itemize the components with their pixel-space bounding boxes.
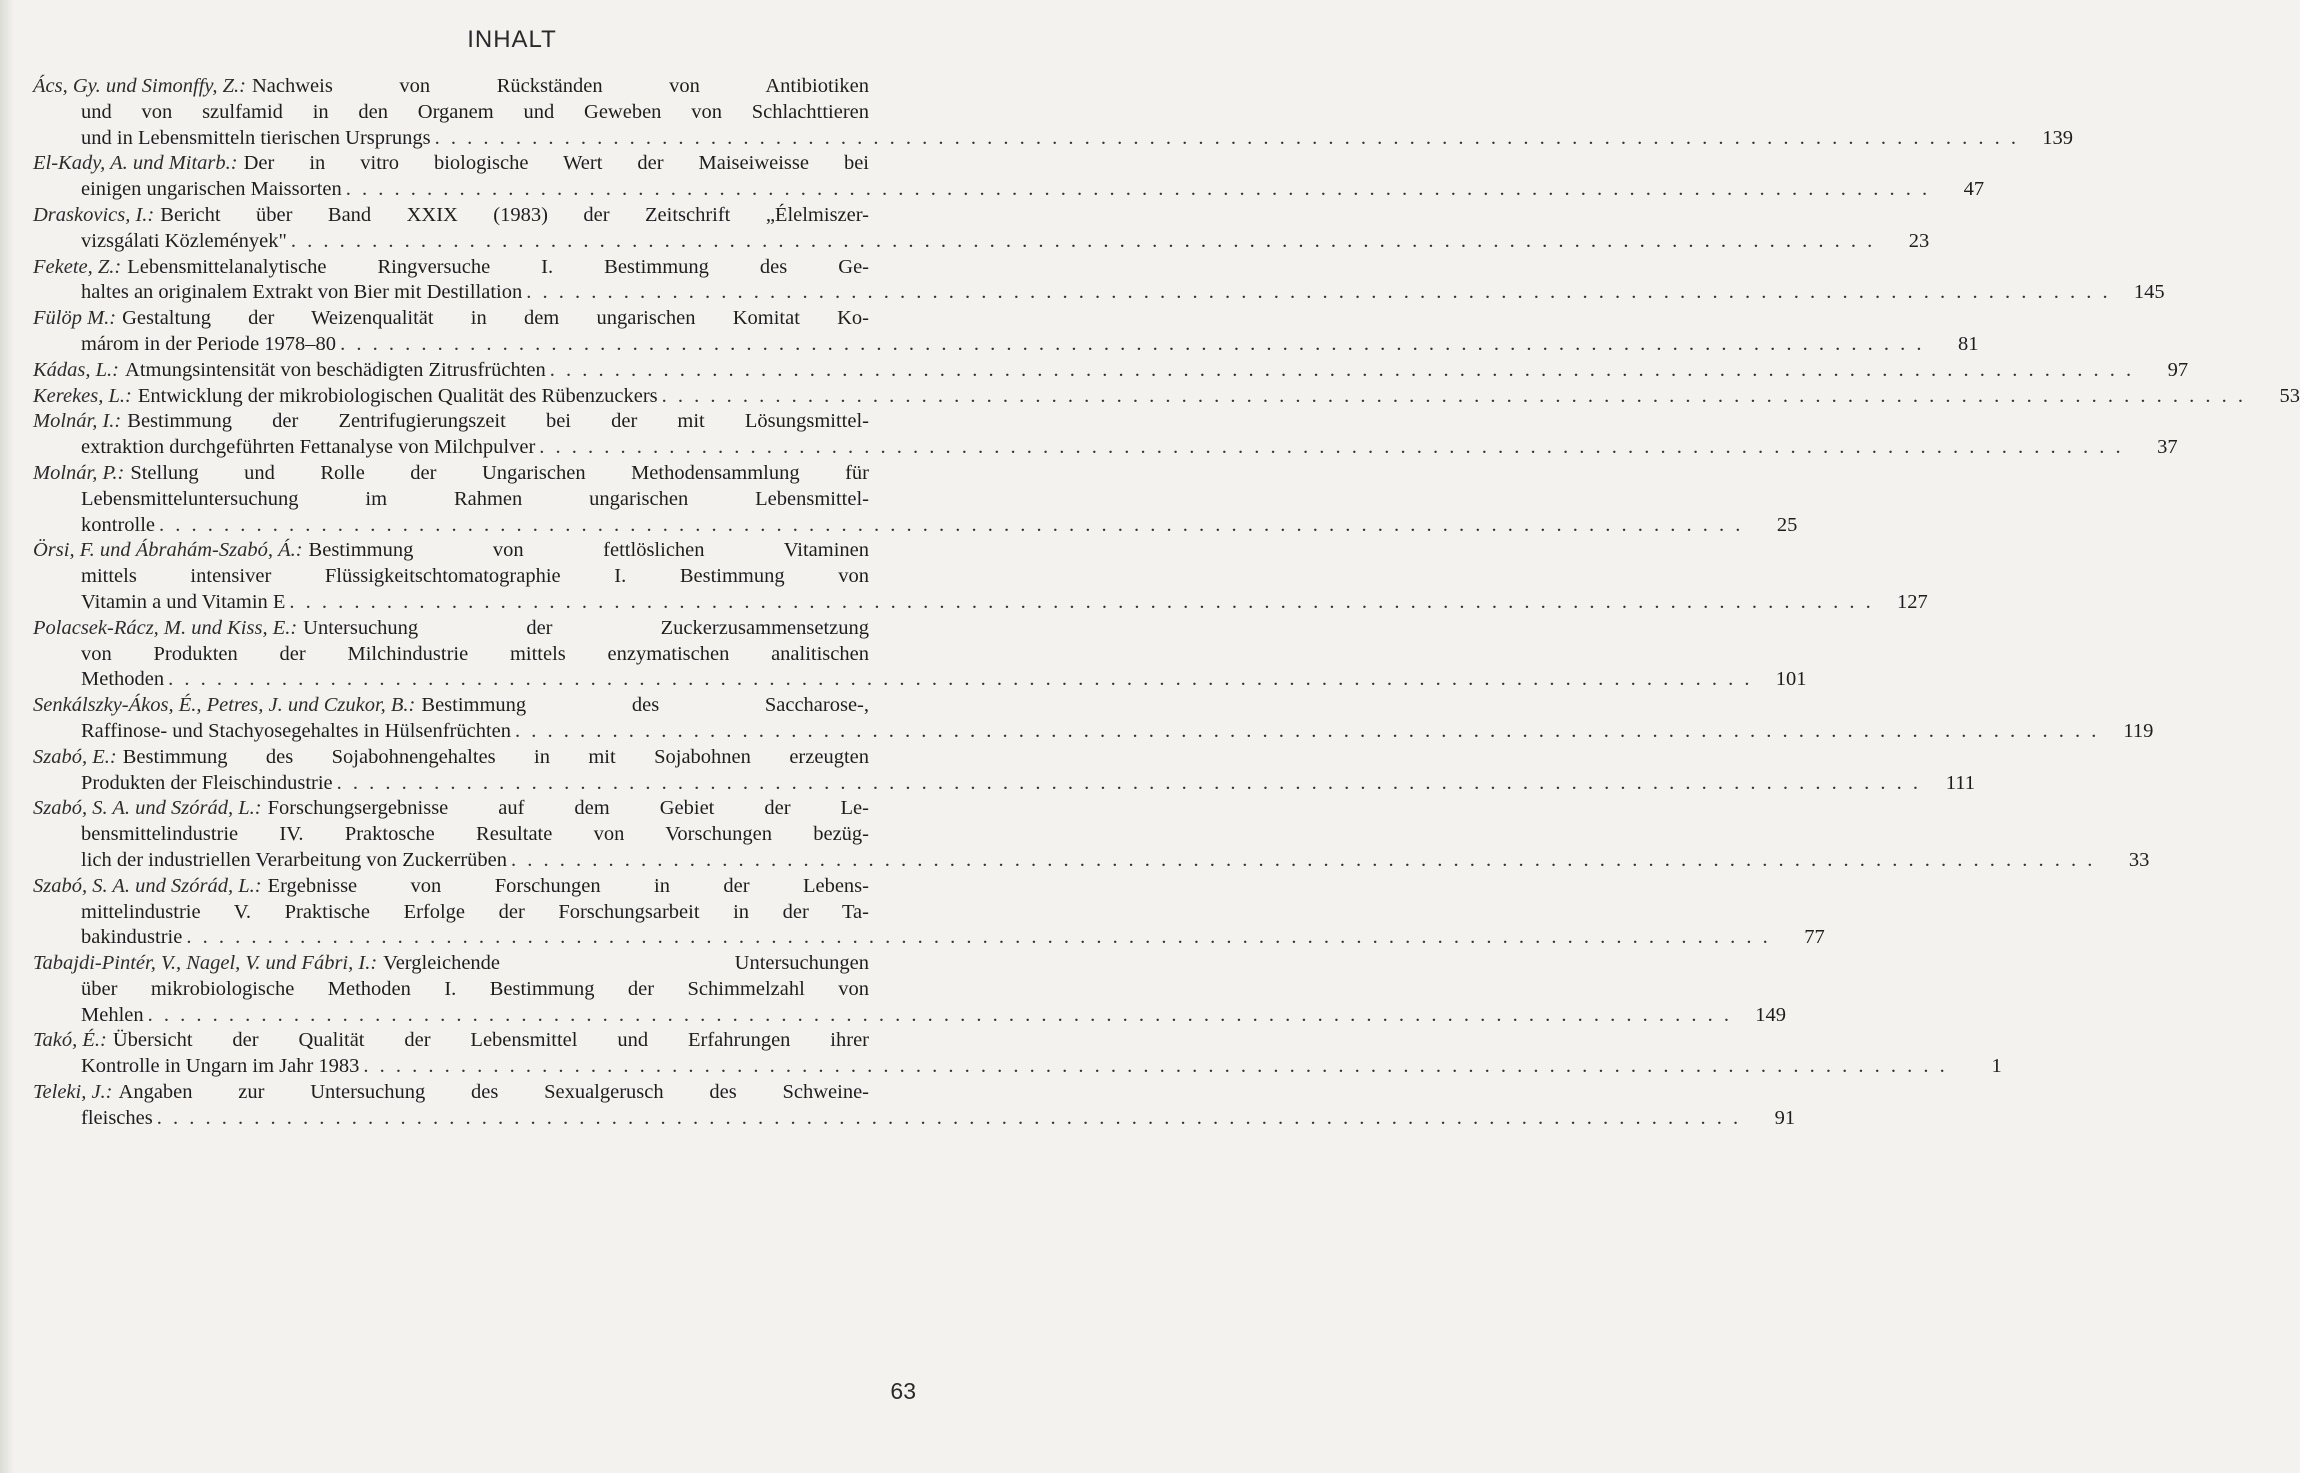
toc-entry (33, 951, 1786, 1028)
dot-leader: . . . . . . . . . . . . . . . . . . . . . . . . . . . . . . . . . . . . . . . . . . . . . . . . . . . . . . . . . . . . . . . . . . . . . . . . . . . . . . . . . . . . . . . . . . . . . . . . . . (434, 126, 2019, 149)
toc-author: Ács, Gy. und Simonffy, Z.: (33, 75, 246, 97)
toc-entry (33, 306, 1979, 358)
toc-line (33, 874, 917, 900)
toc-author: Fekete, Z.: (33, 255, 122, 278)
toc-line (33, 564, 917, 590)
toc-line (33, 667, 1807, 693)
toc-author: Draskovics, I.: (33, 203, 155, 226)
toc-title-text: Bestimmung des Sojabohnengehaltes in mit Sojabohnen erzeugten (122, 745, 869, 768)
dot-leader: . . . . . . . . . . . . . . . . . . . . . . . . . . . . . . . . . . . . . . . . . . . . . . . . . . . . . . . . . . . . . . . . . . . . . . . . . . . . . . . . . . . . . . . . . . . . . . . . . . (289, 590, 1874, 613)
toc-title-text: Stellung und Rolle der Ungarischen Methodensammlung für (130, 461, 869, 484)
toc-line (33, 229, 1930, 255)
toc-line (33, 900, 917, 926)
dot-leader: . . . . . . . . . . . . . . . . . . . . . . . . . . . . . . . . . . . . . . . . . . . . . . . . . . . . . . . . . . . . . . . . . . . . . . . . . . . . . . . . . . . . . . . . . . . . . . . . . . (539, 436, 2124, 459)
toc-title-text: márom in der Periode 1978–80 (81, 332, 337, 355)
toc-title-text: Gestaltung der Weizenqualität in dem ungarischen Komitat Ko- (122, 307, 869, 330)
toc-entry (33, 693, 2154, 745)
toc-title-text: und von szulfamid in den Organem und Geweben von Schlachttieren (81, 100, 869, 123)
toc-line (33, 771, 1976, 797)
toc-line (33, 126, 2073, 152)
toc-page-number: 33 (2128, 848, 2150, 871)
toc-title-text: Kontrolle in Ungarn im Jahr 1983 (81, 1055, 360, 1078)
toc-line (33, 255, 917, 281)
toc-title-text: Raffinose- und Stachyosegehaltes in Hülsenfrüchten (81, 719, 512, 742)
toc-entry (33, 538, 1928, 615)
toc-author: Szabó, S. A. und Szórád, L.: (33, 797, 262, 820)
toc-entry (33, 461, 1798, 538)
toc-line (33, 538, 917, 564)
toc-title-text: Mehlen (81, 1003, 144, 1026)
toc-line (33, 977, 917, 1003)
toc-page-number: 91 (1774, 1106, 1796, 1129)
toc-title-text: Untersuchung der Zuckerzusammensetzung (303, 616, 869, 639)
toc-line (33, 280, 2165, 306)
toc-line (33, 384, 2300, 410)
toc-entry (33, 796, 2150, 873)
toc-line (33, 513, 1798, 539)
toc-author: Molnár, I.: (33, 410, 122, 433)
dot-leader: . . . . . . . . . . . . . . . . . . . . . . . . . . . . . . . . . . . . . . . . . . . . . . . . . . . . . . . . . . . . . . . . . . . . . . . . . . . . . . . . . . . . . . . . . . . . . . . . . . (363, 1055, 1948, 1078)
toc-page-number: 97 (2167, 358, 2189, 381)
toc-title-text: bensmittelindustrie IV. Praktosche Resultate von Vorschungen bezüg- (81, 823, 869, 846)
dot-leader: . . . . . . . . . . . . . . . . . . . . . . . . . . . . . . . . . . . . . . . . . . . . . . . . . . . . . . . . . . . . . . . . . . . . . . . . . . . . . . . . . . . . . . . . . . . . . . . . . . (156, 1106, 1742, 1129)
toc-title-text: Nachweis von Rückständen von Antibiotiken (251, 75, 869, 97)
toc-page-number: 127 (1897, 590, 1928, 613)
toc-page-number: 139 (2042, 126, 2073, 149)
toc-page-number: 23 (1908, 229, 1930, 252)
dot-leader: . . . . . . . . . . . . . . . . . . . . . . . . . . . . . . . . . . . . . . . . . . . . . . . . . . . . . . . . . . . . . . . . . . . . . . . . . . . . . . . . . . . . . . . . . . . . . . . . . . (168, 668, 1753, 691)
dot-leader: . . . . . . . . . . . . . . . . . . . . . . . . . . . . . . . . . . . . . . . . . . . . . . . . . . . . . . . . . . . . . . . . . . . . . . . . . . . . . . . . . . . . . . . . . . . . . . . . . . (186, 926, 1771, 949)
toc-line (33, 332, 1979, 358)
toc-line (33, 719, 2154, 745)
toc-title-text: Vergleichende Untersuchungen (383, 952, 869, 975)
toc-author: Teleki, J.: (33, 1081, 113, 1104)
toc-title-text: fleisches (81, 1106, 153, 1129)
toc-title-text: mittels intensiver Flüssigkeitschtomatographie I. Bestimmung von (81, 565, 869, 588)
toc-page-number: 37 (2157, 436, 2178, 459)
toc-entry (33, 203, 1930, 255)
toc-author: Tabajdi-Pintér, V., Nagel, V. und Fábri, I.: (33, 952, 378, 975)
toc-title-text: Bestimmung der Zentrifugierungszeit bei der mit Lösungsmittel- (127, 410, 869, 433)
toc-title-text: Übersicht der Qualität der Lebensmittel und Erfahrungen ihrer (112, 1029, 869, 1052)
toc-line (33, 74, 917, 100)
page-number: 63 (890, 1378, 916, 1404)
toc-title-text: Forschungsergebnisse auf dem Gebiet der Le- (267, 797, 869, 820)
toc-page-number: 47 (1963, 178, 1985, 201)
toc-line (33, 1080, 917, 1106)
toc-title-text: Bestimmung des Saccharose-, (421, 694, 869, 717)
toc-line (33, 100, 917, 126)
toc-line (33, 925, 1825, 951)
dot-leader: . . . . . . . . . . . . . . . . . . . . . . . . . . . . . . . . . . . . . . . . . . . . . . . . . . . . . . . . . . . . . . . . . . . . . . . . . . . . . . . . . . . . . . . . . . . . . . . . . . (515, 719, 2100, 742)
toc-author: Szabó, E.: (33, 745, 117, 768)
toc-line (33, 616, 917, 642)
toc-page-number: 119 (2123, 719, 2154, 742)
toc-entry (33, 745, 1976, 797)
toc-entry (33, 74, 2073, 151)
toc-page-number: 53 (2279, 384, 2300, 407)
toc-line (33, 177, 1985, 203)
toc-author: Örsi, F. und Ábrahám-Szabó, Á.: (33, 539, 303, 562)
toc-line (33, 1028, 917, 1054)
toc-title-text: extraktion durchgeführten Fettanalyse von Milchpulver (81, 436, 536, 459)
toc-page-number: 149 (1755, 1003, 1786, 1026)
toc-entry (33, 874, 1825, 951)
toc-page-number: 145 (2133, 281, 2165, 304)
toc-title-text: Lebensmitteluntersuchung im Rahmen ungarischen Lebensmittel- (81, 487, 869, 510)
toc-title-text: Atmungsintensität von beschädigten Zitrusfrüchten (125, 358, 546, 381)
toc-title-text: Entwicklung der mikrobiologischen Qualität des Rübenzuckers (137, 384, 658, 407)
toc-title-text: Vitamin a und Vitamin E (81, 590, 286, 613)
toc-entry (33, 1080, 1796, 1132)
dot-leader: . . . . . . . . . . . . . . . . . . . . . . . . . . . . . . . . . . . . . . . . . . . . . . . . . . . . . . . . . . . . . . . . . . . . . . . . . . . . . . . . . . . . . . . . . . . . . . . . . . (661, 384, 2247, 407)
toc-title-text: lich der industriellen Verarbeitung von Zuckerrüben (81, 848, 507, 871)
toc-line (33, 951, 917, 977)
toc-line (33, 409, 917, 435)
toc-page-number: 101 (1775, 668, 1807, 691)
toc-line (33, 590, 1928, 616)
toc-title-text: und in Lebensmitteln tierischen Ursprungs (81, 126, 431, 149)
dot-leader: . . . . . . . . . . . . . . . . . . . . . . . . . . . . . . . . . . . . . . . . . . . . . . . . . . . . . . . . . . . . . . . . . . . . . . . . . . . . . . . . . . . . . . . . . . . . . . . . . . (549, 358, 2135, 381)
toc-author: Takó, É.: (33, 1029, 107, 1052)
toc-entry (33, 358, 2189, 384)
toc-line (33, 693, 917, 719)
toc-author: Kádas, L.: (33, 358, 120, 381)
table-of-contents (33, 74, 2300, 1132)
dot-leader: . . . . . . . . . . . . . . . . . . . . . . . . . . . . . . . . . . . . . . . . . . . . . . . . . . . . . . . . . . . . . . . . . . . . . . . . . . . . . . . . . . . . . . . . . . . . . . . . . . (147, 1003, 1732, 1026)
toc-entry (33, 1028, 2002, 1080)
toc-author: Kerekes, L.: (33, 384, 132, 407)
toc-title-text: von Produkten der Milchindustrie mittels enzymatischen analitischen (81, 642, 869, 665)
toc-line (33, 435, 2178, 461)
toc-author: Szabó, S. A. und Szórád, L.: (33, 874, 262, 897)
toc-title-text: Der in vitro biologische Wert der Maiseiweisse bei (243, 152, 869, 175)
toc-title-text: Lebensmittelanalytische Ringversuche I. Bestimmung des Ge- (127, 255, 869, 278)
toc-author: Molnár, P.: (33, 461, 125, 484)
toc-line (33, 358, 2189, 384)
toc-line (33, 848, 2150, 874)
toc-title-text: über mikrobiologische Methoden I. Bestimmung der Schimmelzahl von (81, 977, 869, 1000)
toc-line (33, 306, 917, 332)
dot-leader: . . . . . . . . . . . . . . . . . . . . . . . . . . . . . . . . . . . . . . . . . . . . . . . . . . . . . . . . . . . . . . . . . . . . . . . . . . . . . . . . . . . . . . . . . . . . . . . . . . (336, 771, 1922, 794)
toc-entry (33, 384, 2300, 410)
toc-entry (33, 255, 2165, 307)
dot-leader: . . . . . . . . . . . . . . . . . . . . . . . . . . . . . . . . . . . . . . . . . . . . . . . . . . . . . . . . . . . . . . . . . . . . . . . . . . . . . . . . . . . . . . . . . . . . . . . . . . (159, 513, 1744, 536)
dot-leader: . . . . . . . . . . . . . . . . . . . . . . . . . . . . . . . . . . . . . . . . . . . . . . . . . . . . . . . . . . . . . . . . . . . . . . . . . . . . . . . . . . . . . . . . . . . . . . . . . . (526, 281, 2111, 304)
toc-line (33, 1054, 2002, 1080)
dot-leader: . . . . . . . . . . . . . . . . . . . . . . . . . . . . . . . . . . . . . . . . . . . . . . . . . . . . . . . . . . . . . . . . . . . . . . . . . . . . . . . . . . . . . . . . . . . . . . . . . . (290, 229, 1876, 252)
toc-title-text: Bericht über Band XXIX (1983) der Zeitschrift „Élelmiszer- (160, 203, 869, 226)
toc-title-text: kontrolle (81, 513, 156, 536)
toc-page-number: 111 (1945, 771, 1976, 794)
toc-author: Fülöp M.: (33, 307, 117, 330)
toc-page-number: 1 (1991, 1055, 2002, 1078)
toc-line (33, 151, 917, 177)
toc-title-text: Bestimmung von fettlöslichen Vitaminen (308, 539, 869, 562)
toc-title-text: Angaben zur Untersuchung des Sexualgerusch des Schweine- (118, 1081, 869, 1104)
toc-title-text: mittelindustrie V. Praktische Erfolge der Forschungsarbeit in der Ta- (81, 900, 869, 923)
toc-page-number: 81 (1957, 332, 1979, 355)
toc-line (33, 461, 917, 487)
toc-title-text: bakindustrie (81, 926, 183, 949)
toc-line (33, 745, 917, 771)
dot-leader: . . . . . . . . . . . . . . . . . . . . . . . . . . . . . . . . . . . . . . . . . . . . . . . . . . . . . . . . . . . . . . . . . . . . . . . . . . . . . . . . . . . . . . . . . . . . . . . . . . (345, 178, 1931, 201)
toc-page-number: 25 (1776, 513, 1798, 536)
toc-entry (33, 151, 1985, 203)
toc-author: El-Kady, A. und Mitarb.: (33, 152, 238, 175)
toc-line (33, 203, 917, 229)
toc-title-text: vizsgálati Közlemények" (81, 229, 287, 252)
toc-title-text: Ergebnisse von Forschungen in der Lebens- (267, 874, 869, 897)
toc-title-text: einigen ungarischen Maissorten (81, 178, 342, 201)
dot-leader: . . . . . . . . . . . . . . . . . . . . . . . . . . . . . . . . . . . . . . . . . . . . . . . . . . . . . . . . . . . . . . . . . . . . . . . . . . . . . . . . . . . . . . . . . . . . . . . . . . (340, 332, 1925, 355)
toc-line (33, 796, 917, 822)
dot-leader: . . . . . . . . . . . . . . . . . . . . . . . . . . . . . . . . . . . . . . . . . . . . . . . . . . . . . . . . . . . . . . . . . . . . . . . . . . . . . . . . . . . . . . . . . . . . . . . . . . (511, 848, 2096, 871)
toc-title-text: Methoden (81, 668, 165, 691)
toc-entry (33, 616, 1807, 693)
toc-page-number: 77 (1804, 926, 1825, 949)
page-edge (0, 0, 14, 1473)
toc-line (33, 822, 917, 848)
toc-author: Polacsek-Rácz, M. und Kiss, E.: (33, 616, 298, 639)
page-title: INHALT (467, 26, 557, 53)
toc-author: Senkálszky-Ákos, É., Petres, J. und Czukor, B.: (33, 694, 416, 717)
toc-title-text: haltes an originalem Extrakt von Bier mit Destillation (81, 281, 523, 304)
toc-line (33, 642, 917, 668)
toc-title-text: Produkten der Fleischindustrie (81, 771, 333, 794)
toc-line (33, 487, 917, 513)
toc-entry (33, 409, 2178, 461)
toc-line (33, 1003, 1786, 1029)
toc-line (33, 1106, 1796, 1132)
